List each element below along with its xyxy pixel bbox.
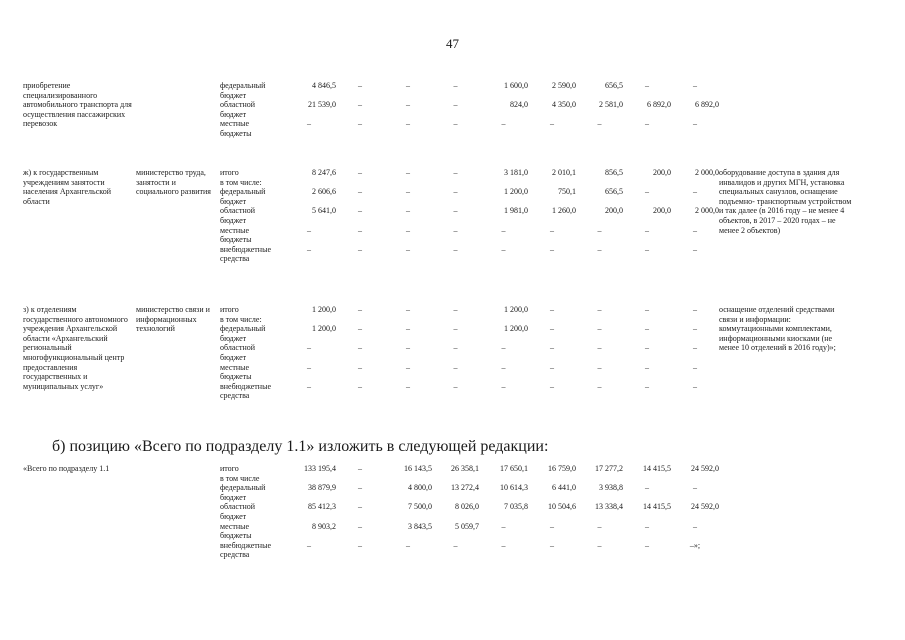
value-cell: – xyxy=(501,343,506,353)
responsible-org: министерство связи и информационных технологий xyxy=(136,305,210,334)
value-cell: 200,0 xyxy=(653,168,671,177)
measure-description: з) к отделениям государственного автономного учреждения Архангельской области «Архангельский региональный многофункциональный центр предоставления государственных и муниципальных услуг» xyxy=(23,305,128,391)
value-cell: 6 892,0 xyxy=(647,100,671,110)
value-cell: 2 010,1 xyxy=(552,168,576,177)
value-cell: – xyxy=(693,305,697,314)
measure-note xyxy=(719,81,853,139)
value-cell: – xyxy=(406,305,410,314)
value-cell: 133 195,4 xyxy=(304,464,336,473)
value-cell: 824,0 xyxy=(510,100,528,110)
value-cell xyxy=(282,474,336,484)
funding-source-label: внебюджетные средства xyxy=(220,244,271,264)
value-cell: 4 846,5 xyxy=(312,81,336,90)
measure-description: «Всего по подразделу 1.1 xyxy=(23,464,110,473)
value-cell: 3 181,0 xyxy=(504,168,528,177)
value-cell: – xyxy=(307,244,311,254)
responsible-org: министерство труда, занятости и социального развития xyxy=(136,168,211,197)
value-cell xyxy=(384,474,432,484)
value-cell: – xyxy=(406,119,410,129)
value-cell: – xyxy=(693,324,697,334)
value-cell: – xyxy=(645,305,649,314)
value-cell: 1 200,0 xyxy=(504,324,528,334)
value-cell: – xyxy=(358,100,362,110)
value-cell: – xyxy=(550,305,554,314)
value-cell: 1 200,0 xyxy=(504,187,528,197)
value-cell: – xyxy=(597,324,602,334)
value-cell: 8 247,6 xyxy=(312,168,336,177)
value-cell: – xyxy=(358,502,362,512)
value-cell: 1 981,0 xyxy=(504,206,528,216)
value-cell xyxy=(528,315,576,325)
value-cell: – xyxy=(645,244,649,254)
funding-source-label: итого xyxy=(220,464,239,473)
value-cell: 7 500,0 xyxy=(408,502,432,512)
value-cell: – xyxy=(501,362,506,372)
value-cell: 17 277,2 xyxy=(595,464,623,473)
value-cell: 4 350,0 xyxy=(552,100,576,110)
funding-source-label: федеральный бюджет xyxy=(220,81,266,100)
funding-source-label: в том числе: xyxy=(220,177,262,187)
funding-source-label: местные бюджеты xyxy=(220,225,252,245)
budget-table-total xyxy=(23,464,853,560)
value-cell: – xyxy=(597,381,602,391)
value-cell: – xyxy=(358,119,362,129)
value-cell xyxy=(671,315,719,325)
value-cell: – xyxy=(645,225,649,235)
value-cell: 750,1 xyxy=(558,187,576,197)
value-cell: – xyxy=(307,381,311,391)
value-cell: – xyxy=(550,119,554,129)
budget-row xyxy=(23,464,853,474)
value-cell: – xyxy=(358,187,362,197)
value-cell: – xyxy=(406,362,410,372)
value-cell: 2 000,0 xyxy=(695,206,719,216)
value-cell: – xyxy=(453,381,458,391)
value-cell: 13 272,4 xyxy=(451,483,479,493)
value-cell: – xyxy=(501,521,506,531)
value-cell: 14 415,5 xyxy=(643,464,671,473)
responsible-org xyxy=(136,81,220,139)
value-cell: 2 000,0 xyxy=(695,168,719,177)
value-cell: – xyxy=(453,206,458,216)
value-cell: – xyxy=(453,540,458,550)
value-cell: 10 614,3 xyxy=(500,483,528,493)
value-cell xyxy=(576,178,623,188)
value-cell xyxy=(384,178,432,188)
value-cell: – xyxy=(597,343,602,353)
value-cell: 856,5 xyxy=(605,168,623,177)
funding-source-label: областной бюджет xyxy=(220,343,256,362)
value-cell: – xyxy=(645,81,649,90)
value-cell xyxy=(623,315,671,325)
funding-source-label: областной бюджет xyxy=(220,502,256,521)
funding-source-label: федеральный бюджет xyxy=(220,483,266,502)
value-cell xyxy=(671,178,719,188)
value-cell xyxy=(623,178,671,188)
value-cell xyxy=(576,474,623,484)
budget-row xyxy=(23,305,853,315)
value-cell: – xyxy=(406,381,410,391)
value-cell: 13 338,4 xyxy=(595,502,623,512)
value-cell xyxy=(282,315,336,325)
value-cell xyxy=(528,178,576,188)
measure-description: ж) к государственным учреждениям занятости населения Архангельской области xyxy=(23,168,111,206)
budget-row xyxy=(23,81,853,100)
value-cell: – xyxy=(358,381,362,391)
value-cell: – xyxy=(307,362,311,372)
value-cell: – xyxy=(597,244,602,254)
value-cell: – xyxy=(645,343,649,353)
value-cell: – xyxy=(597,119,602,129)
value-cell: – xyxy=(406,244,410,254)
value-cell xyxy=(479,315,528,325)
value-cell: – xyxy=(597,305,602,314)
value-cell: 656,5 xyxy=(605,81,623,90)
value-cell: – xyxy=(693,119,697,129)
value-cell: – xyxy=(453,324,458,334)
value-cell: 24 592,0 xyxy=(691,502,719,512)
value-cell: – xyxy=(501,540,506,550)
value-cell: – xyxy=(645,324,649,334)
value-cell: 10 504,6 xyxy=(548,502,576,512)
value-cell: – xyxy=(645,483,649,493)
amendment-instruction: б) позицию «Всего по подразделу 1.1» изложить в следующей редакции: xyxy=(52,438,549,455)
measure-note xyxy=(719,464,853,560)
value-cell: 8 026,0 xyxy=(455,502,479,512)
funding-source-label: местные бюджеты xyxy=(220,119,252,138)
value-cell: – xyxy=(453,81,458,90)
value-cell: – xyxy=(550,244,554,254)
value-cell: – xyxy=(550,540,554,550)
page-number: 47 xyxy=(446,36,459,51)
funding-source-label: областной бюджет xyxy=(220,100,256,119)
value-cell: 4 800,0 xyxy=(408,483,432,493)
value-cell: – xyxy=(358,225,362,235)
value-cell: – xyxy=(550,225,554,235)
value-cell: – xyxy=(645,187,649,197)
measure-description: приобретение специализированного автомобильного транспорта для осуществления пассажирских перевозок xyxy=(23,81,132,129)
value-cell xyxy=(671,474,719,484)
value-cell: – xyxy=(501,225,506,235)
value-cell: – xyxy=(645,381,649,391)
value-cell: 85 412,3 xyxy=(308,502,336,512)
value-cell: – xyxy=(453,362,458,372)
funding-source-label: местные бюджеты xyxy=(220,521,252,541)
value-cell: 2 581,0 xyxy=(599,100,623,110)
funding-source-label: в том числе xyxy=(220,473,260,483)
value-cell: 8 903,2 xyxy=(312,521,336,531)
value-cell: – xyxy=(406,168,410,177)
value-cell: – xyxy=(358,81,362,90)
value-cell: 2 606,6 xyxy=(312,187,336,197)
value-cell: –»; xyxy=(689,540,701,550)
value-cell: – xyxy=(358,206,362,216)
value-cell: – xyxy=(406,343,410,353)
value-cell: – xyxy=(358,464,362,473)
value-cell: – xyxy=(693,381,697,391)
value-cell: – xyxy=(501,119,506,129)
funding-source-label: федеральный бюджет xyxy=(220,187,266,206)
budget-row xyxy=(23,168,853,178)
value-cell xyxy=(479,474,528,484)
value-cell: – xyxy=(453,305,458,314)
value-cell: – xyxy=(645,362,649,372)
value-cell: 1 200,0 xyxy=(504,305,528,314)
value-cell: 16 143,5 xyxy=(404,464,432,473)
funding-source-label: областной бюджет xyxy=(220,206,256,225)
value-cell: – xyxy=(406,540,410,550)
value-cell: 3 843,5 xyxy=(408,521,432,531)
value-cell: – xyxy=(550,381,554,391)
value-cell: 1 200,0 xyxy=(312,305,336,314)
value-cell: – xyxy=(358,305,362,314)
value-cell: – xyxy=(453,119,458,129)
value-cell: – xyxy=(358,362,362,372)
value-cell: 656,5 xyxy=(605,187,623,197)
value-cell xyxy=(576,315,623,325)
value-cell: 6 892,0 xyxy=(695,100,719,110)
value-cell: – xyxy=(693,244,697,254)
value-cell: 5 059,7 xyxy=(455,521,479,531)
value-cell: – xyxy=(307,119,311,129)
value-cell: 5 641,0 xyxy=(312,206,336,216)
value-cell: – xyxy=(358,521,362,531)
value-cell: – xyxy=(645,540,649,550)
funding-source-label: итого xyxy=(220,305,239,314)
value-cell: 17 650,1 xyxy=(500,464,528,473)
value-cell: – xyxy=(358,244,362,254)
value-cell: – xyxy=(358,324,362,334)
value-cell: 200,0 xyxy=(653,206,671,216)
value-cell: – xyxy=(693,187,697,197)
value-cell: – xyxy=(307,540,311,550)
value-cell xyxy=(336,315,384,325)
funding-source-label: местные бюджеты xyxy=(220,362,252,382)
value-cell xyxy=(479,178,528,188)
funding-source-label: в том числе: xyxy=(220,314,262,324)
value-cell: – xyxy=(453,343,458,353)
value-cell: – xyxy=(307,343,311,353)
value-cell: – xyxy=(597,521,602,531)
value-cell: – xyxy=(597,225,602,235)
funding-source-label: внебюджетные средства xyxy=(220,540,271,560)
value-cell: – xyxy=(453,225,458,235)
value-cell xyxy=(432,315,479,325)
value-cell: – xyxy=(693,343,697,353)
value-cell: – xyxy=(550,521,554,531)
value-cell: – xyxy=(406,324,410,334)
value-cell: 1 600,0 xyxy=(504,81,528,90)
value-cell: – xyxy=(358,168,362,177)
funding-source-label: внебюджетные средства xyxy=(220,381,271,401)
value-cell: – xyxy=(453,187,458,197)
value-cell: – xyxy=(597,540,602,550)
value-cell: – xyxy=(693,81,697,90)
value-cell: – xyxy=(453,244,458,254)
funding-source-label: федеральный бюджет xyxy=(220,324,266,343)
value-cell: – xyxy=(453,168,458,177)
value-cell xyxy=(384,315,432,325)
value-cell: – xyxy=(406,187,410,197)
value-cell: – xyxy=(693,521,697,531)
budget-table-transport xyxy=(23,81,853,139)
value-cell: – xyxy=(501,244,506,254)
value-cell: 14 415,5 xyxy=(643,502,671,512)
value-cell: 1 260,0 xyxy=(552,206,576,216)
value-cell: – xyxy=(597,362,602,372)
value-cell: 24 592,0 xyxy=(691,464,719,473)
value-cell xyxy=(432,178,479,188)
value-cell xyxy=(432,474,479,484)
value-cell: – xyxy=(406,225,410,235)
value-cell: 26 358,1 xyxy=(451,464,479,473)
value-cell xyxy=(282,178,336,188)
value-cell: 3 938,8 xyxy=(599,483,623,493)
budget-table-employment xyxy=(23,168,853,264)
value-cell: 21 539,0 xyxy=(308,100,336,110)
value-cell: 6 441,0 xyxy=(552,483,576,493)
value-cell: – xyxy=(693,362,697,372)
value-cell: – xyxy=(550,362,554,372)
value-cell xyxy=(336,178,384,188)
value-cell: – xyxy=(406,206,410,216)
measure-note: оснащение отделений средствами связи и информации: коммутационными комплектами, информационными киосками (не менее 10 отделений в 2016 году)»; xyxy=(719,305,836,353)
value-cell: 1 200,0 xyxy=(312,324,336,334)
value-cell: – xyxy=(693,225,697,235)
value-cell: 200,0 xyxy=(605,206,623,216)
budget-table-mfc xyxy=(23,305,853,401)
value-cell xyxy=(623,474,671,484)
value-cell: – xyxy=(645,521,649,531)
value-cell: 38 879,9 xyxy=(308,483,336,493)
value-cell: – xyxy=(645,119,649,129)
value-cell xyxy=(528,474,576,484)
value-cell: – xyxy=(550,324,554,334)
value-cell: 7 035,8 xyxy=(504,502,528,512)
responsible-org xyxy=(136,464,220,560)
value-cell: – xyxy=(501,381,506,391)
value-cell: – xyxy=(453,100,458,110)
value-cell: – xyxy=(307,225,311,235)
value-cell: – xyxy=(550,343,554,353)
funding-source-label: итого xyxy=(220,168,239,177)
value-cell: – xyxy=(406,81,410,90)
value-cell xyxy=(336,474,384,484)
value-cell: – xyxy=(358,483,362,493)
value-cell: – xyxy=(358,343,362,353)
value-cell: – xyxy=(358,540,362,550)
value-cell: – xyxy=(406,100,410,110)
measure-note: оборудование доступа в здания для инвалидов и других МГН, установка специальных санузлов, оснащение подъемно- транспортным устройством и так далее (в 2016 году – не менее 4 объектов, в 2017 – 2020 годах – не менее 2 объектов) xyxy=(719,168,852,235)
value-cell: 2 590,0 xyxy=(552,81,576,90)
value-cell: 16 759,0 xyxy=(548,464,576,473)
value-cell: – xyxy=(693,483,697,493)
